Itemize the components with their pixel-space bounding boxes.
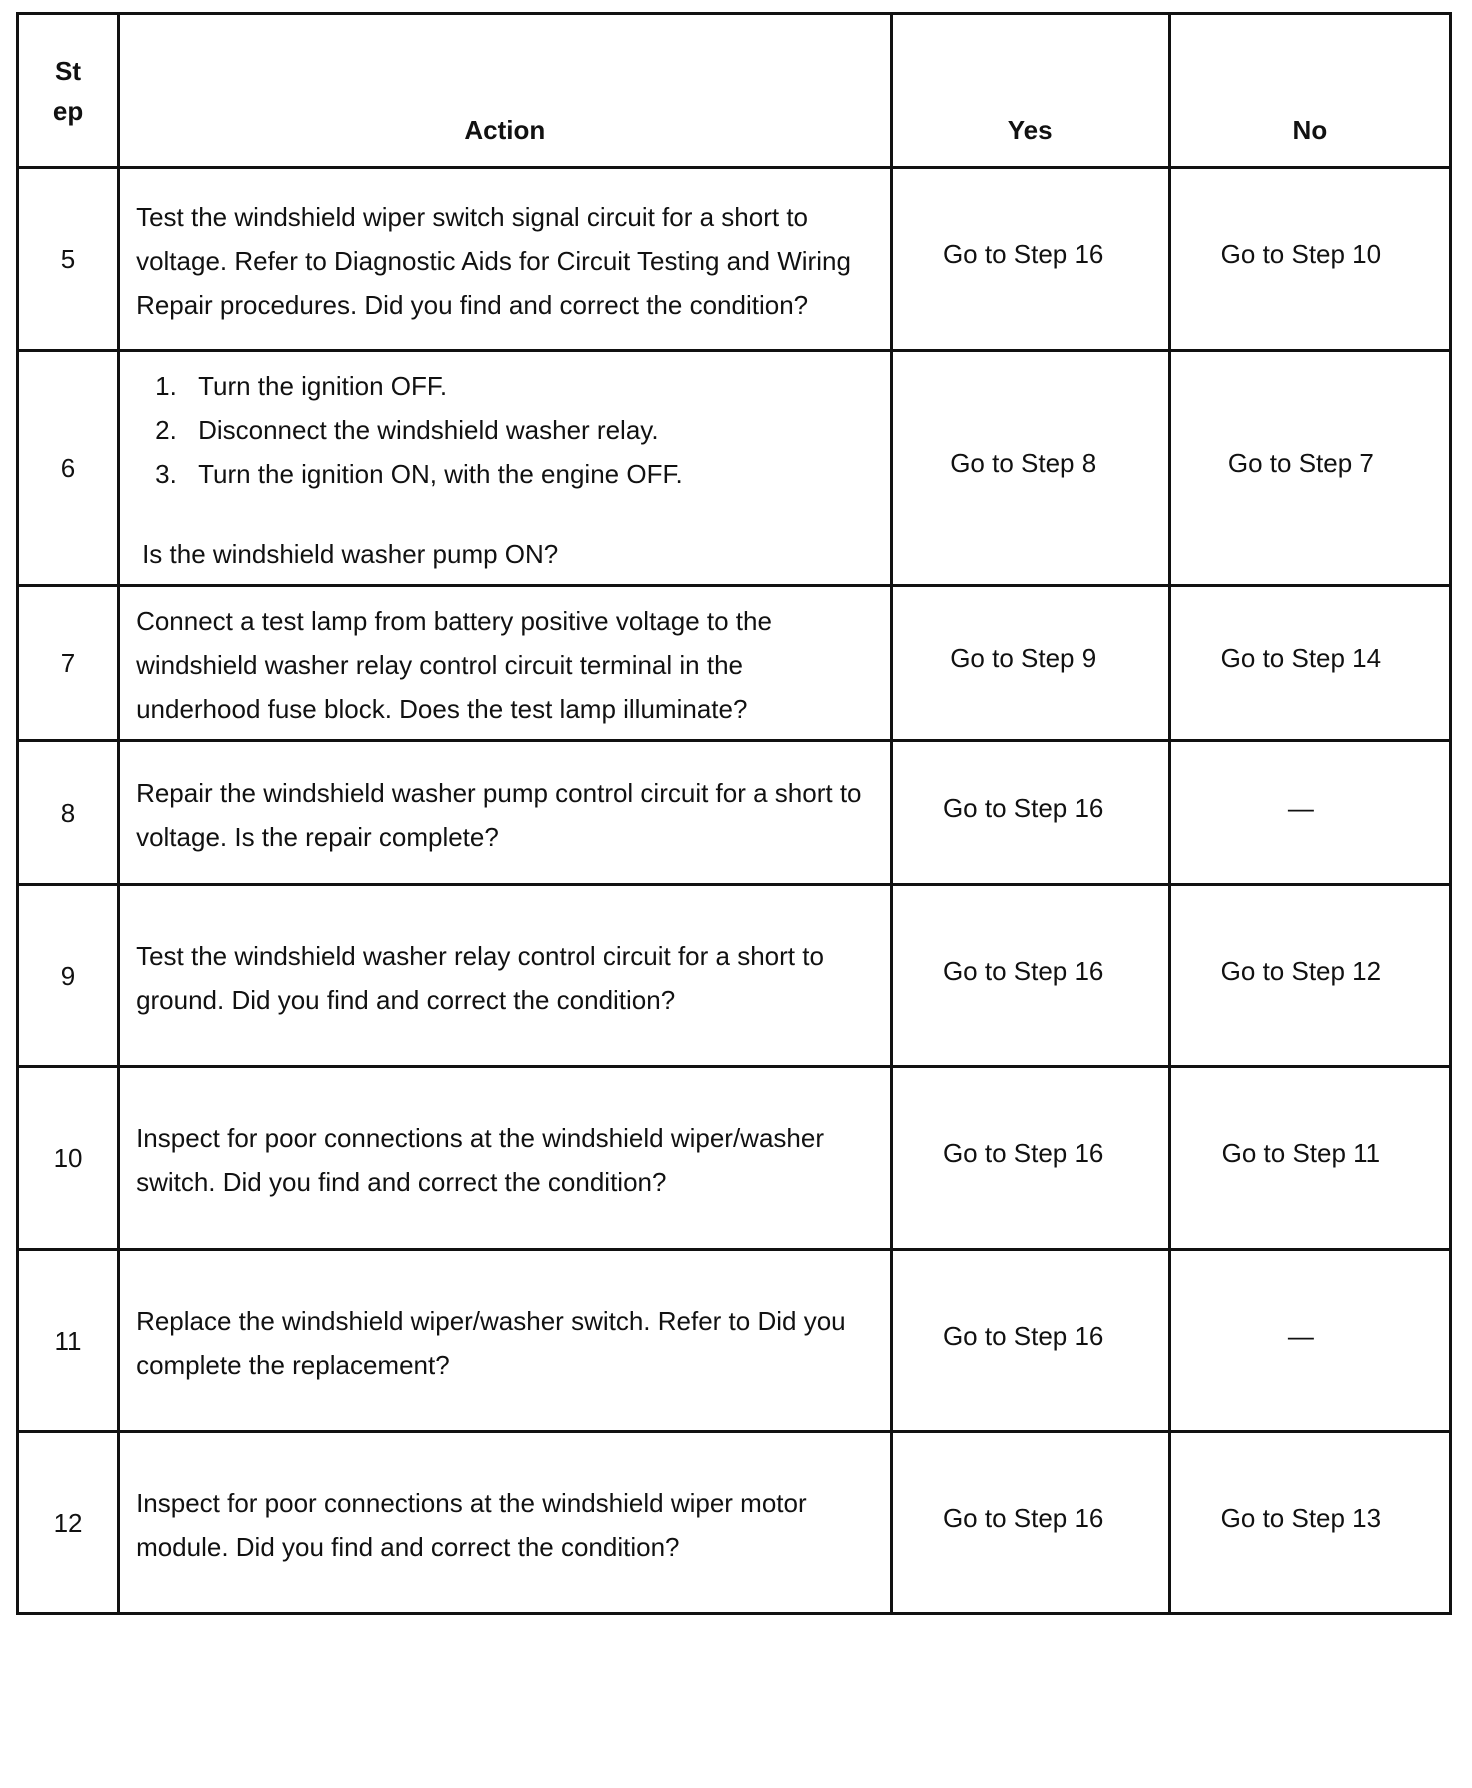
header-action: Action (119, 14, 892, 168)
table-row (18, 1067, 1451, 1250)
no-outcome: Go to Step 7 (1169, 351, 1450, 586)
no-outcome: Go to Step 10 (1169, 168, 1450, 351)
action-text: Inspect for poor connections at the windshield wiper motor module. Did you find and correct the condition? (119, 1432, 892, 1614)
action-text: Test the windshield washer relay control circuit for a short to ground. Did you find and correct the condition? (119, 885, 892, 1067)
header-step (18, 14, 119, 168)
header-no: No (1169, 14, 1450, 168)
step-number: 7 (18, 586, 119, 741)
no-outcome: — (1169, 1250, 1450, 1432)
step-number: 6 (18, 351, 119, 586)
yes-outcome: Go to Step 16 (891, 741, 1169, 885)
step-number: 5 (18, 168, 119, 351)
action-text: Replace the windshield wiper/washer switch. Refer to Did you complete the replacement? (119, 1250, 892, 1432)
table-row (18, 1432, 1451, 1614)
yes-outcome: Go to Step 16 (891, 885, 1169, 1067)
header-yes: Yes (891, 14, 1169, 168)
yes-outcome: Go to Step 16 (891, 1432, 1169, 1614)
table-row (18, 1250, 1451, 1432)
step-number: 11 (18, 1250, 119, 1432)
action-cell (119, 351, 892, 586)
action-text: Repair the windshield washer pump control circuit for a short to voltage. Is the repair complete? (119, 741, 892, 885)
action-text: Connect a test lamp from battery positive voltage to the windshield washer relay control circuit terminal in the underhood fuse block. Does the test lamp illuminate? (119, 586, 892, 741)
no-outcome: Go to Step 11 (1169, 1067, 1450, 1250)
table-row (18, 741, 1451, 885)
no-outcome: Go to Step 13 (1169, 1432, 1450, 1614)
yes-outcome: Go to Step 9 (891, 586, 1169, 741)
header-row (18, 14, 1451, 168)
no-outcome: Go to Step 12 (1169, 885, 1450, 1067)
yes-outcome: Go to Step 8 (891, 351, 1169, 586)
table-row (18, 586, 1451, 741)
step-question: Is the windshield washer pump ON? (142, 539, 559, 569)
step-number: 8 (18, 741, 119, 885)
no-outcome: — (1169, 741, 1450, 885)
step-number: 12 (18, 1432, 119, 1614)
diagnostic-table (16, 12, 1452, 1615)
substep-item: 1. Turn the ignition OFF. (184, 364, 874, 408)
substep-item: 3. Turn the ignition ON, with the engine OFF. (184, 452, 874, 496)
yes-outcome: Go to Step 16 (891, 168, 1169, 351)
header-step-line1: St (55, 56, 82, 86)
action-text: Test the windshield wiper switch signal circuit for a short to voltage. Refer to Diagnostic Aids for Circuit Testing and Wiring Repair procedures. Did you find and correct the condition? (119, 168, 892, 351)
yes-outcome: Go to Step 16 (891, 1067, 1169, 1250)
substep-item: 2. Disconnect the windshield washer relay. (184, 408, 874, 452)
no-outcome: Go to Step 14 (1169, 586, 1450, 741)
yes-outcome: Go to Step 16 (891, 1250, 1169, 1432)
action-text: Inspect for poor connections at the windshield wiper/washer switch. Did you find and correct the condition? (119, 1067, 892, 1250)
table-row (18, 168, 1451, 351)
header-step-line2: ep (52, 96, 84, 126)
step-number: 10 (18, 1067, 119, 1250)
substep-list (136, 364, 874, 496)
step-number: 9 (18, 885, 119, 1067)
table-row (18, 351, 1451, 586)
table-row (18, 885, 1451, 1067)
